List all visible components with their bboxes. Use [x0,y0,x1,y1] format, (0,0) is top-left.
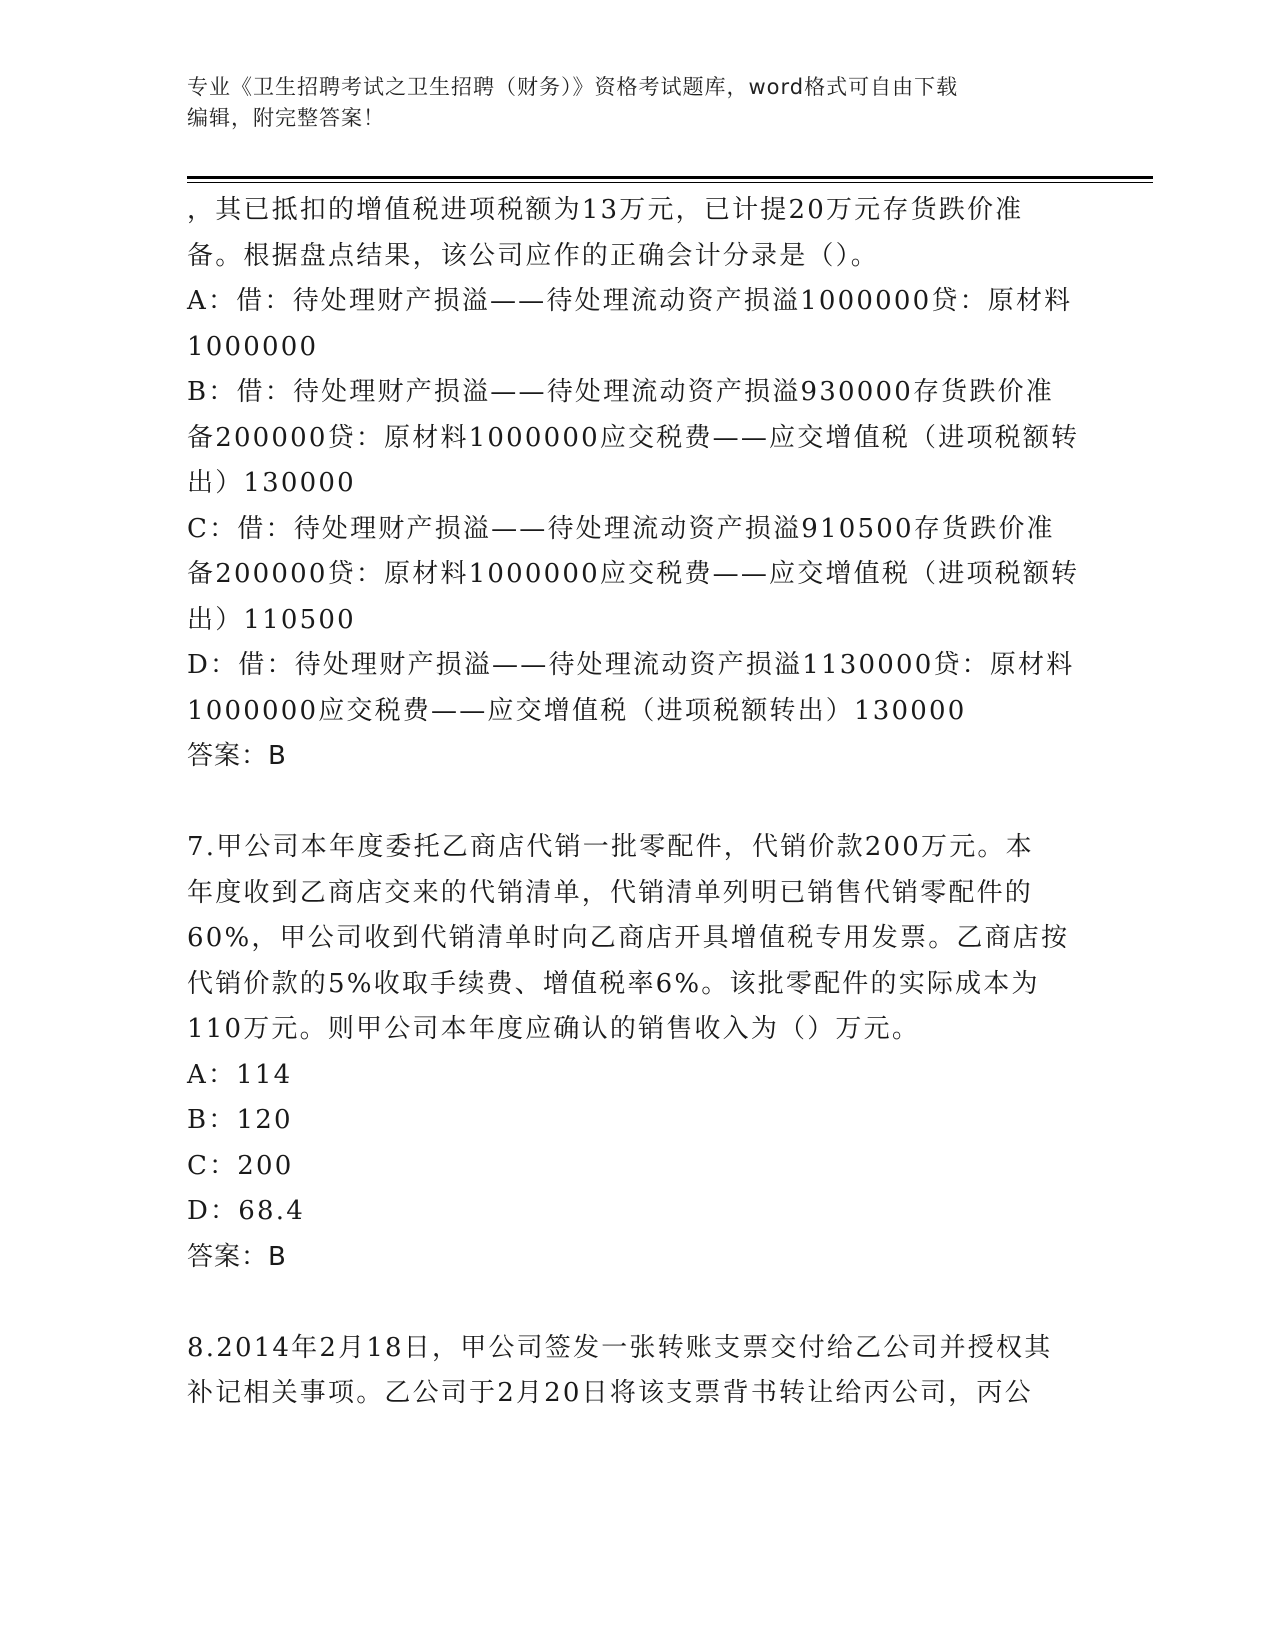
question-6 [187,188,1087,780]
header-line-2: 编辑，附完整答案！ [187,106,385,130]
answer-label: 答案：B [187,741,287,771]
option-b-line: B：借：待处理财产损溢——待处理流动资产损溢930000存货跌价准 [187,377,1054,407]
option-c-line: 出）110500 [187,604,356,635]
option-b: B：120 [187,1105,293,1135]
question-7 [187,825,1087,1280]
spacer [187,1280,1087,1326]
question-stem-line: 60%，甲公司收到代销清单时向乙商店开具增值税专用发票。乙商店按 [187,923,1070,953]
option-b-line: 出）130000 [187,468,356,498]
option-d-line: D：借：待处理财产损溢——待处理流动资产损溢1130000贷：原材料 [187,650,1075,680]
option-a: A：114 [187,1059,293,1090]
question-stem-line: ，其已抵扣的增值税进项税额为13万元，已计提20万元存货跌价准 [187,195,1024,225]
question-stem-line: 8.2014年2月18日，甲公司签发一张转账支票交付给乙公司并授权其 [187,1332,1053,1363]
question-8 [187,1326,1087,1417]
option-b-line: 备200000贷：原材料1000000应交税费——应交增值税（进项税额转 [187,422,1080,453]
option-a-line: 1000000 [187,331,319,362]
question-stem-line: 年度收到乙商店交来的代销清单，代销清单列明已销售代销零配件的 [187,877,1034,908]
question-stem-line: 备。根据盘点结果，该公司应作的正确会计分录是（）。 [187,240,880,271]
option-c: C：200 [187,1150,294,1181]
option-d-line: 1000000应交税费——应交增值税（进项税额转出）130000 [187,695,967,726]
option-c-line: 备200000贷：原材料1000000应交税费——应交增值税（进项税额转 [187,559,1080,589]
question-stem-line: 7.甲公司本年度委托乙商店代销一批零配件，代销价款200万元。本 [187,832,1034,862]
option-c-line: C：借：待处理财产损溢——待处理流动资产损溢910500存货跌价准 [187,513,1055,544]
question-stem-line: 110万元。则甲公司本年度应确认的销售收入为（）万元。 [187,1014,921,1044]
header-line-1: 专业《卫生招聘考试之卫生招聘（财务）》资格考试题库，word格式可自由下载 [187,75,959,99]
question-stem-line: 补记相关事项。乙公司于2月20日将该支票背书转让给丙公司，丙公 [187,1378,1033,1408]
option-a-line: A：借：待处理财产损溢——待处理流动资产损溢1000000贷：原材料 [187,286,1073,316]
header-divider-thick [187,176,1153,179]
document-header [187,72,1087,134]
header-divider-thin [187,182,1153,183]
document-body [187,188,1087,1417]
option-d: D：68.4 [187,1196,305,1226]
answer-label: 答案：B [187,1241,287,1272]
question-stem-line: 代销价款的5%收取手续费、增值税率6%。该批零配件的实际成本为 [187,968,1040,999]
spacer [187,780,1087,826]
